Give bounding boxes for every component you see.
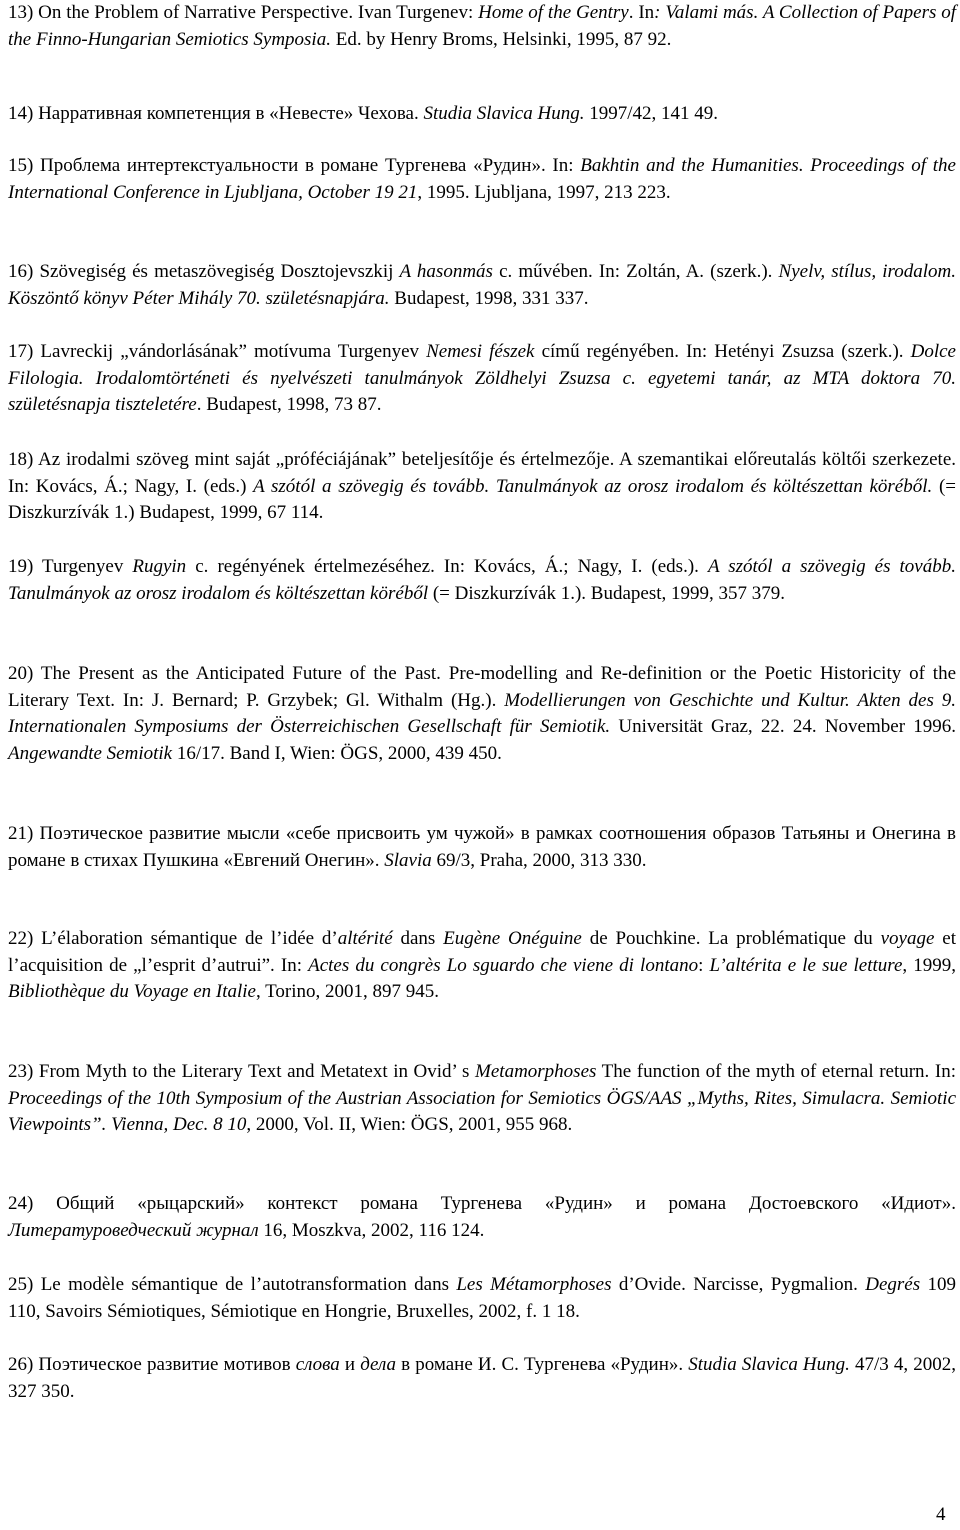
entry-italic-text: Bibliothèque du Voyage en Italie	[8, 981, 256, 1002]
entry-italic-text: Nyelv, stílus, irodalom. Köszöntő könyv Péter Mihály 70. születésnapjára.	[8, 261, 956, 309]
entry-italic-text: дела	[360, 1354, 397, 1375]
entry-text: 24) Общий «рыцарский» контекст романа Тургенева «Рудин» и романа Достоевского «Идиот».	[8, 1193, 956, 1214]
entry-text: d’Ovide. Narcisse, Pygmalion.	[611, 1274, 866, 1295]
entry-text: 23) From Myth to the Literary Text and Metatext in Ovid’ s	[8, 1061, 476, 1082]
entry-text: (= Diszkurzívák 1.). Budapest, 1999, 357 379.	[428, 582, 785, 604]
entry-italic-text: A hasonmás	[399, 261, 493, 282]
entry-italic-text: Modellierungen von Geschichte und Kultur. Akten des 9. Internationalen Symposiums der Österreichischen Gesellschaft für Semiotik.	[8, 689, 956, 737]
bibliography-entry-18	[8, 447, 956, 527]
entry-text: 47/3 4, 2002, 327 350.	[8, 1354, 957, 1402]
entry-text: , Torino, 2001, 897 945.	[255, 981, 440, 1002]
bibliography-entry-13	[8, 0, 956, 53]
entry-text: , 1995. Ljubljana, 1997, 213 223.	[417, 181, 671, 203]
entry-text: 13) On the Problem of Narrative Perspective. Ivan Turgenev:	[8, 2, 479, 23]
entry-italic-text: Bakhtin and the Humanities. Proceedings of the International Conference in Ljubljana, October 19 21	[8, 155, 956, 203]
entry-italic-text: Studia Slavica Hung.	[688, 1354, 850, 1375]
entry-italic-text: Angewandte Semiotik	[8, 742, 173, 764]
entry-text: в романе И. С. Тургенева «Рудин».	[396, 1354, 689, 1375]
bibliography-entry-19	[8, 554, 956, 607]
bibliography-entry-24	[8, 1191, 956, 1244]
entry-text: (= Diszkurzívák 1.) Budapest, 1999, 67 114.	[8, 475, 956, 523]
entry-italic-text: Proceedings of the 10th Symposium of the Austrian Association for Semiotics ÖGS/AAS „Myths, Rites, Simulacra. Semiotic Viewpoints”. Vienna, Dec. 8 10	[8, 1087, 956, 1135]
entry-text: 21) Поэтическое развитие мысли «себе присвоить ум чужой» в рамках соотношения образов Татьяны и Онегина в романе в стихах Пушкина «Евгений Онегин».	[8, 823, 956, 871]
entry-text: dans	[392, 928, 444, 949]
entry-italic-text: : Valami más. A Collection of Papers of the Finno-Hungarian Semiotics Symposia.	[8, 2, 956, 50]
entry-italic-text: Home of the Gentry	[478, 2, 629, 23]
entry-text: :	[698, 954, 710, 976]
entry-italic-text: A szótól a szövegig és tovább. Tanulmányok az orosz irodalom és költészettan köréből	[8, 556, 956, 604]
entry-text: 109 110, Savoirs Sémiotiques, Sémiotique en Hongrie, Bruxelles, 2002, f. 1 18.	[8, 1274, 956, 1322]
bibliography-entry-23	[8, 1059, 956, 1139]
entry-italic-text: Studia Slavica Hung.	[423, 103, 585, 124]
bibliography-entry-22	[8, 926, 956, 1006]
entry-italic-text: voyage	[880, 928, 935, 949]
entry-italic-text: Les Métamorphoses	[456, 1274, 612, 1295]
entry-text: и	[339, 1354, 361, 1375]
entry-text: 19) Turgenyev	[8, 556, 133, 577]
entry-text: Ed. by Henry Broms, Helsinki, 1995, 87 92.	[330, 28, 672, 50]
entry-text: 16) Szövegiség és metaszövegiség Dosztojevszkij	[8, 261, 400, 282]
entry-text: 15) Проблема интертекстуальности в романе Тургенева «Рудин». In:	[8, 155, 581, 176]
entry-text: 16, Moszkva, 2002, 116 124.	[258, 1219, 485, 1241]
entry-text: című regényében. In: Hetényi Zsuzsa (szerk.).	[534, 341, 911, 362]
entry-text: , 1999,	[902, 954, 957, 976]
entry-text: et l’acquisition de „l’esprit d’autrui”. In:	[8, 928, 956, 976]
entry-text: c. regényének értelmezéséhez. In: Kovács, Á.; Nagy, I. (eds.).	[186, 556, 708, 577]
bibliography-entry-25	[8, 1272, 956, 1325]
entry-text: c. művében. In: Zoltán, A. (szerk.).	[492, 261, 779, 282]
entry-text: 26) Поэтическое развитие мотивов	[8, 1354, 296, 1375]
entry-italic-text: Eugène Onéguine	[443, 928, 582, 949]
entry-italic-text: Metamorphoses	[475, 1061, 597, 1082]
entry-italic-text: Dolce Filologia. Irodalomtörténeti és nyelvészeti tanulmányok Zöldhelyi Zsuzsa c. egyetemi tanár, az MTA doktora 70. születésnapja tiszteletére	[8, 341, 956, 415]
entry-italic-text: A szótól a szövegig és tovább. Tanulmányok az orosz irodalom és költészettan köréből.	[253, 475, 933, 497]
entry-text: 1997/42, 141 49.	[584, 103, 718, 124]
bibliography-entry-20	[8, 661, 956, 767]
entry-italic-text: Degrés	[865, 1274, 921, 1295]
entry-italic-text: слова	[295, 1354, 340, 1375]
page-number: 4	[936, 1504, 946, 1525]
entry-italic-text: Slavia	[384, 849, 432, 871]
bibliography-entry-26	[8, 1352, 956, 1405]
entry-text: 17) Lavreckij „vándorlásának” motívuma Turgenyev	[8, 341, 427, 362]
entry-italic-text: L’altérita e le sue letture	[709, 954, 903, 976]
entry-text: The function of the myth of eternal return. In:	[596, 1061, 956, 1082]
bibliography-entry-21	[8, 821, 956, 874]
entry-italic-text: Rugyin	[132, 556, 187, 577]
entry-text: 25) Le modèle sémantique de l’autotransformation dans	[8, 1274, 457, 1295]
entry-text: 20) The Present as the Anticipated Future of the Past. Pre-modelling and Re-definition or the Poetic Historicity of the Literary Text. In: J. Bernard; P. Grzybek; Gl. Withalm (Hg.).	[8, 663, 956, 711]
entry-text: 69/3, Praha, 2000, 313 330.	[431, 849, 647, 871]
entry-text: 16/17. Band I, Wien: ÖGS, 2000, 439 450.	[172, 742, 502, 764]
entry-text: 22) L’élaboration sémantique de l’idée d’	[8, 928, 338, 949]
entry-text: . Budapest, 1998, 73 87.	[196, 394, 382, 415]
entry-text: de Pouchkine. La problématique du	[581, 928, 881, 949]
bibliography-entry-15	[8, 153, 956, 206]
entry-text: Budapest, 1998, 331 337.	[389, 287, 589, 309]
entry-text: Universität Graz, 22. 24. November 1996.	[610, 716, 956, 737]
bibliography-entry-14	[8, 101, 956, 128]
entry-text: 14) Нарративная компетенция в «Невесте» Чехова.	[8, 103, 424, 124]
entry-italic-text: Литературоведческий журнал	[8, 1219, 259, 1241]
entry-text: . In	[628, 2, 655, 23]
entry-italic-text: Nemesi fészek	[426, 341, 535, 362]
entry-text: , 2000, Vol. II, Wien: ÖGS, 2001, 955 968.	[246, 1114, 573, 1135]
entry-text: 18) Az irodalmi szöveg mint saját „próféciájának” beteljesítője és értelmezője. A szemantikai előreutalás költői szerkezete. In: Kovács, Á.; Nagy, I. (eds.)	[8, 449, 956, 497]
bibliography-entry-16	[8, 259, 956, 312]
entry-italic-text: Actes du congrès Lo sguardo che viene di lontano	[308, 954, 699, 976]
bibliography-entry-17	[8, 339, 956, 419]
entry-italic-text: altérité	[337, 928, 393, 949]
